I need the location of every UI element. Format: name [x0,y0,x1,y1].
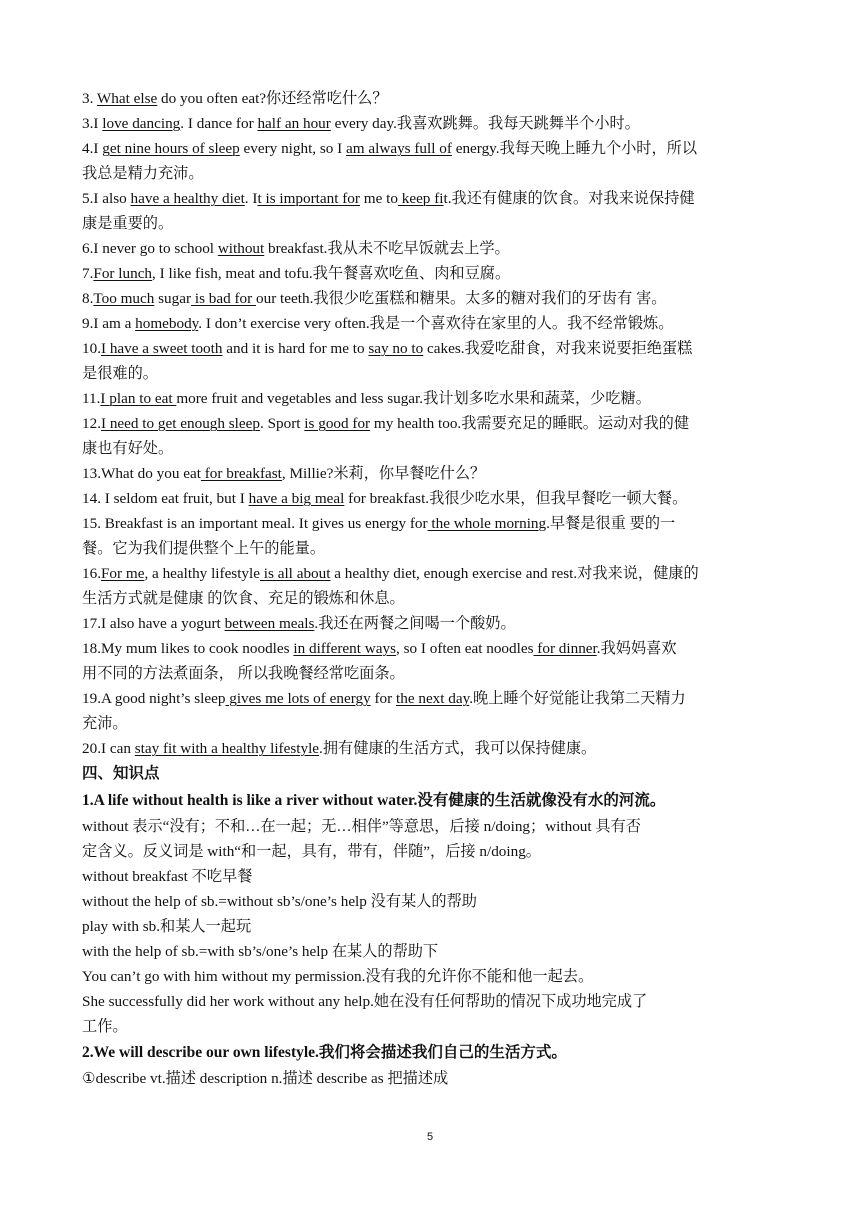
underlined-phrase: keep fi [397,190,444,207]
text-segment: 14. I seldom eat fruit, but I [82,490,249,507]
underlined-phrase: half an hour [257,115,331,132]
underlined-phrase: What else [96,90,158,107]
text-segment: a healthy diet, enough exercise and rest.对我来说，健康的 [330,565,699,582]
text-segment: me to [359,190,398,207]
text-segment: , so I often eat noodles [396,640,534,657]
text-segment: 是很难的。 [82,365,158,382]
sentence-line [82,86,782,111]
text-segment: . I [244,190,258,207]
explanation-line: She successfully did her work without any help.她在没有任何帮助的情况下成功地完成了 [82,993,648,1010]
section-heading: 四、知识点 [82,765,160,782]
sentence-line [82,361,782,386]
text-segment: 7. [82,265,94,282]
text-segment: .早餐是很重 要的一 [546,515,676,532]
text-segment: 充沛。 [82,715,128,732]
underlined-phrase: the whole morning [427,515,547,532]
sentence-line [82,336,782,361]
page-number: 5 [426,1131,434,1143]
text-segment: energy.我每天晚上睡九个小时，所以 [451,140,698,157]
explanation-line: 定含义。反义词是 with“和一起，具有，带有，伴随”，后接 n/doing。 [82,843,541,860]
text-segment: 9.I am a [82,315,136,332]
explanation-line: without the help of sb.=without sb’s/one’s help 没有某人的帮助 [82,893,477,910]
underlined-phrase: is bad for [191,290,257,307]
text-segment: 8. [82,290,94,307]
explanation-line: without 表示“没有；不和…在一起；无…相伴”等意思，后接 n/doing；without 具有否 [82,818,641,835]
text-segment: breakfast.我从未不吃早饭就去上学。 [264,240,510,257]
text-segment: every day.我喜欢跳舞。我每天跳舞半个小时。 [330,115,640,132]
underlined-phrase: gives me lots of energy [225,690,371,707]
underlined-phrase: am always full of [346,140,452,157]
text-segment: . I don’t exercise very often.我是一个喜欢待在家里的人。我不经常锻炼。 [198,315,674,332]
underlined-phrase: have a healthy diet [130,190,245,207]
sentence-line [82,586,782,611]
underlined-phrase: have a big meal [248,490,345,507]
sentence-line [82,311,782,336]
sentence-line [82,136,782,161]
text-segment: .我还在两餐之间喝一个酸奶。 [314,615,516,632]
text-segment: 11. [82,390,101,407]
underlined-phrase: I plan to eat [100,390,177,407]
sentence-line [82,411,782,436]
sentence-line [82,736,782,761]
sentence-line [82,236,782,261]
sentence-line [82,511,782,536]
underlined-phrase: is good for [304,415,371,432]
point-2-body [82,1066,782,1091]
text-segment: every night, so I [239,140,347,157]
underlined-phrase: homebody [135,315,199,332]
underlined-phrase: between meals [224,615,315,632]
text-segment: 17.I also have a yogurt [82,615,225,632]
sentence-list [82,86,782,761]
underlined-phrase: for breakfast [200,465,282,482]
sentence-line [82,636,782,661]
text-segment: 用不同的方法煮面条， 所以我晚餐经常吃面条。 [82,665,405,682]
text-segment: sugar [154,290,192,307]
underlined-phrase: without [217,240,265,257]
sentence-line [82,611,782,636]
sentence-line [82,461,782,486]
text-segment: . I dance for [180,115,258,132]
underlined-phrase: stay fit with a healthy lifestyle [134,740,320,757]
text-segment: do you often eat?你还经常吃什么？ [157,90,388,107]
sentence-line [82,561,782,586]
underlined-phrase: Too much [93,290,155,307]
text-segment: 3.I [82,115,103,132]
explanation-line: ①describe vt.描述 description n.描述 describe as 把描述成 [82,1070,449,1087]
text-segment: 15. Breakfast is an important meal. It gives us energy for [82,515,428,532]
text-segment: 19.A good night’s sleep [82,690,226,707]
text-segment: 12. [82,415,101,432]
text-segment: 13.What do you eat [82,465,201,482]
underlined-phrase: love dancing [102,115,181,132]
explanation-line: 工作。 [82,1018,128,1035]
text-segment: more fruit and vegetables and less sugar.我计划多吃水果和蔬菜，少吃糖。 [176,390,651,407]
text-segment: 康也有好处。 [82,440,174,457]
text-segment: 我总是精力充沛。 [82,165,204,182]
sentence-line [82,711,782,736]
text-segment: 康是重要的。 [82,215,174,232]
text-segment: . Sport [259,415,305,432]
text-segment: , Millie?米莉，你早餐吃什么？ [281,465,486,482]
sentence-line [82,111,782,136]
underlined-phrase: in different ways [293,640,396,657]
text-segment: 20.I can [82,740,135,757]
text-segment: and it is hard for me to [222,340,369,357]
text-segment: .拥有健康的生活方式，我可以保持健康。 [319,740,597,757]
explanation-line: with the help of sb.=with sb’s/one’s help 在某人的帮助下 [82,943,439,960]
explanation-line: without breakfast 不吃早餐 [82,868,253,885]
text-segment: 5.I also [82,190,131,207]
underlined-phrase: t is important for [257,190,360,207]
text-segment: , a healthy lifestyle [144,565,260,582]
underlined-phrase: say no to [368,340,424,357]
explanation-line: play with sb.和某人一起玩 [82,918,252,935]
sentence-line [82,536,782,561]
text-segment: 18.My mum likes to cook noodles [82,640,294,657]
text-segment: t.我还有健康的饮食。对我来说保持健 [443,190,695,207]
text-segment: 3. [82,90,97,107]
sentence-line [82,661,782,686]
point-1-title: 1.A life without health is like a river without water.没有健康的生活就像没有水的河流。 [82,792,666,809]
text-segment: for [370,690,396,707]
text-segment: 6.I never go to school [82,240,218,257]
underlined-phrase: get nine hours of sleep [102,140,240,157]
explanation-line: You can’t go with him without my permission.没有我的允许你不能和他一起去。 [82,968,594,985]
underlined-phrase: for dinner [533,640,597,657]
sentence-line [82,161,782,186]
text-segment: our teeth.我很少吃蛋糕和糖果。太多的糖对我们的牙齿有 害。 [256,290,667,307]
underlined-phrase: For lunch [93,265,153,282]
point-1-body [82,814,782,1039]
point-2-title: 2.We will describe our own lifestyle.我们将会描述我们自己的生活方式。 [82,1044,567,1061]
sentence-line [82,286,782,311]
sentence-line [82,436,782,461]
underlined-phrase: is all about [260,565,331,582]
underlined-phrase: I have a sweet tooth [100,340,223,357]
text-segment: my health too.我需要充足的睡眠。运动对我的健 [370,415,690,432]
underlined-phrase: For me [100,565,145,582]
sentence-line [82,261,782,286]
text-segment: 餐。它为我们提供整个上午的能量。 [82,540,325,557]
text-segment: , I like fish, meat and tofu.我午餐喜欢吃鱼、肉和豆腐。 [152,265,511,282]
text-segment: 16. [82,565,101,582]
underlined-phrase: I need to get enough sleep [100,415,260,432]
sentence-line [82,186,782,211]
text-segment: .晚上睡个好觉能让我第二天精力 [469,690,686,707]
sentence-line [82,211,782,236]
text-segment: .我妈妈喜欢 [596,640,677,657]
text-segment: 生活方式就是健康 的饮食、充足的锻炼和休息。 [82,590,405,607]
underlined-phrase: the next day [396,690,470,707]
document-body [82,86,782,1091]
text-segment: cakes.我爱吃甜食，对我来说要拒绝蛋糕 [423,340,693,357]
sentence-line [82,386,782,411]
sentence-line [82,486,782,511]
text-segment: 4.I [82,140,103,157]
text-segment: 10. [82,340,101,357]
sentence-line [82,686,782,711]
text-segment: for breakfast.我很少吃水果，但我早餐吃一顿大餐。 [344,490,688,507]
